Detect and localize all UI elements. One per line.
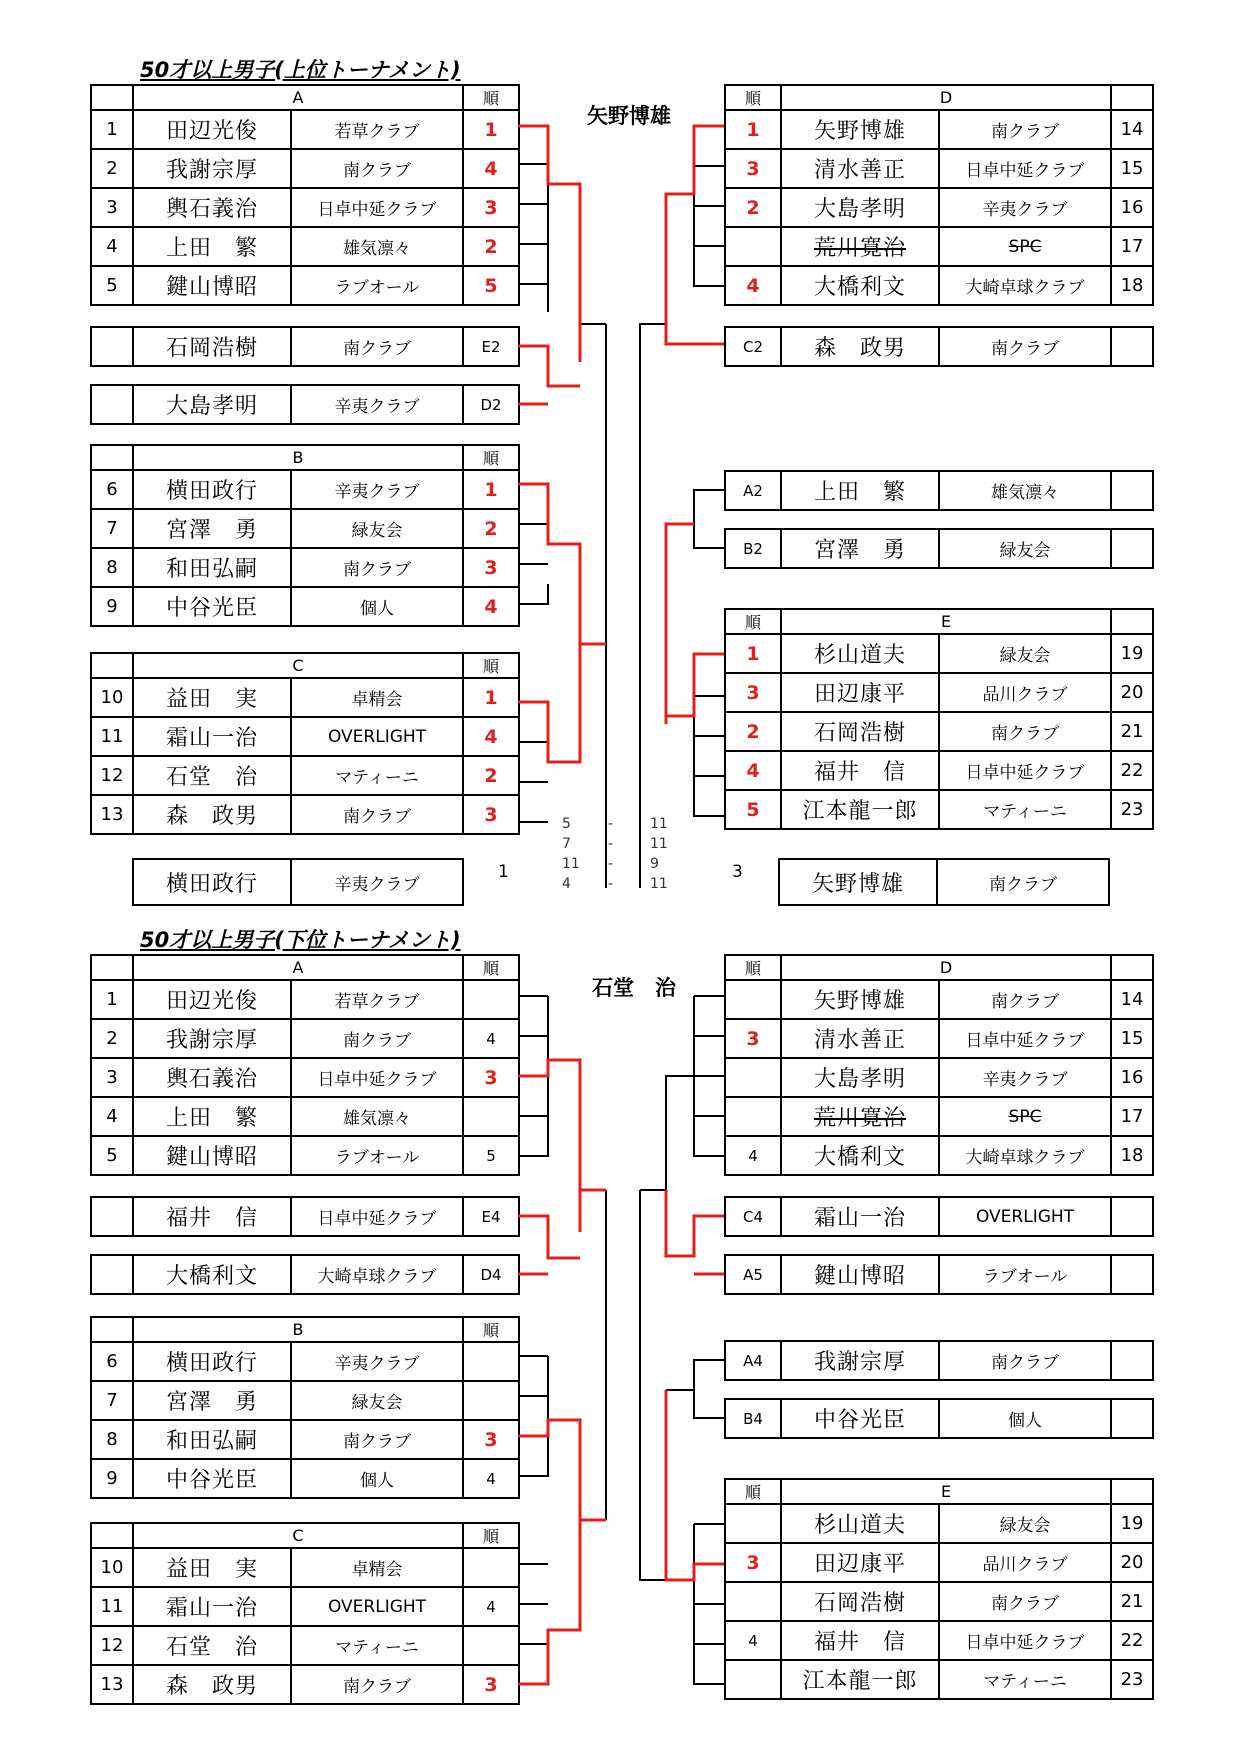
score-value: 11 <box>650 876 668 892</box>
club-name: OVERLIGHT <box>939 1197 1111 1236</box>
club-name: 南クラブ <box>291 1420 463 1459</box>
rank-value: 3 <box>463 1058 519 1097</box>
player-number: 7 <box>91 509 133 548</box>
player-number: 22 <box>1111 751 1153 790</box>
rank-value: 3 <box>463 795 519 834</box>
player-name: 大橋利文 <box>781 266 939 305</box>
player-number: 18 <box>1111 266 1153 305</box>
group-label: E <box>781 1479 1111 1504</box>
player-number: 13 <box>91 1665 133 1704</box>
player-number: 19 <box>1111 634 1153 673</box>
club-name: 辛夷クラブ <box>291 470 463 509</box>
group-label: A <box>133 85 463 110</box>
player-name: 益田 実 <box>133 1548 291 1587</box>
seed-label: C4 <box>725 1197 781 1236</box>
club-name: 日卓中延クラブ <box>291 188 463 227</box>
rank-value: 4 <box>725 1136 781 1175</box>
player-number: 5 <box>91 266 133 305</box>
rank-header: 順 <box>463 445 519 470</box>
player-name: 森 政男 <box>133 795 291 834</box>
player-name: 矢野博雄 <box>781 980 939 1019</box>
club-name: 雄気凛々 <box>291 1097 463 1136</box>
player-name: 荒川寛治 <box>781 227 939 266</box>
club-name: 品川クラブ <box>939 673 1111 712</box>
group-label: C <box>133 653 463 678</box>
club-name: 南クラブ <box>937 859 1109 905</box>
player-number: 3 <box>91 188 133 227</box>
player-name: 和田弘嗣 <box>133 1420 291 1459</box>
score-value: 5 <box>562 816 571 832</box>
rank-value: 4 <box>463 717 519 756</box>
player-name: 清水善正 <box>781 149 939 188</box>
club-name: 卓精会 <box>291 1548 463 1587</box>
player-number: 13 <box>91 795 133 834</box>
club-name: 南クラブ <box>939 712 1111 751</box>
player-name: 我謝宗厚 <box>781 1341 939 1380</box>
rank-value: 1 <box>725 634 781 673</box>
player-name: 矢野博雄 <box>781 110 939 149</box>
score-dash: - <box>608 876 614 892</box>
upper-champion: 矢野博雄 <box>587 104 671 128</box>
seed-label: C2 <box>725 327 781 366</box>
club-name: 雄気凛々 <box>291 227 463 266</box>
player-number: 2 <box>91 149 133 188</box>
player-name: 石堂 治 <box>133 756 291 795</box>
rank-value: 4 <box>463 1459 519 1498</box>
club-name: 辛夷クラブ <box>939 1058 1111 1097</box>
player-number: 2 <box>91 1019 133 1058</box>
club-name: マティーニ <box>291 756 463 795</box>
rank-value: 5 <box>463 1136 519 1175</box>
rank-value: 4 <box>463 1019 519 1058</box>
player-name: 石岡浩樹 <box>781 712 939 751</box>
player-name: 江本龍一郎 <box>781 790 939 829</box>
score-value: 11 <box>650 836 668 852</box>
player-name: 宮澤 勇 <box>133 1381 291 1420</box>
club-name: 南クラブ <box>939 327 1111 366</box>
club-name: 南クラブ <box>291 149 463 188</box>
club-name: 緑友会 <box>939 1504 1111 1543</box>
player-number: 22 <box>1111 1621 1153 1660</box>
club-name: SPC <box>939 227 1111 266</box>
club-name: 日卓中延クラブ <box>939 149 1111 188</box>
rank-value: 3 <box>463 548 519 587</box>
club-name: 日卓中延クラブ <box>939 1621 1111 1660</box>
club-name: ラブオール <box>291 266 463 305</box>
score-value: 11 <box>562 856 580 872</box>
player-name: 大橋利文 <box>781 1136 939 1175</box>
club-name: 個人 <box>291 1459 463 1498</box>
club-name: 緑友会 <box>291 1381 463 1420</box>
player-name: 輿石義治 <box>133 188 291 227</box>
club-name: 南クラブ <box>291 795 463 834</box>
rank-header: 順 <box>725 85 781 110</box>
player-name: 中谷光臣 <box>133 1459 291 1498</box>
club-name: 南クラブ <box>939 980 1111 1019</box>
player-name: 横田政行 <box>133 1342 291 1381</box>
player-name: 霜山一治 <box>133 1587 291 1626</box>
player-number: 14 <box>1111 110 1153 149</box>
club-name: 個人 <box>291 587 463 626</box>
score-dash: - <box>608 816 614 832</box>
player-name: 福井 信 <box>781 1621 939 1660</box>
player-name: 中谷光臣 <box>781 1399 939 1438</box>
club-name: OVERLIGHT <box>291 717 463 756</box>
player-name: 和田弘嗣 <box>133 548 291 587</box>
player-name: 鍵山博昭 <box>133 1136 291 1175</box>
player-name: 中谷光臣 <box>133 587 291 626</box>
rank-header: 順 <box>463 1317 519 1342</box>
club-name: 日卓中延クラブ <box>291 1197 463 1236</box>
lower-champion: 石堂 治 <box>592 976 676 1000</box>
player-name: 我謝宗厚 <box>133 1019 291 1058</box>
player-number: 15 <box>1111 149 1153 188</box>
player-name: 江本龍一郎 <box>781 1660 939 1699</box>
player-name: 杉山道夫 <box>781 634 939 673</box>
player-number: 4 <box>91 227 133 266</box>
seed-label: D2 <box>463 385 519 424</box>
rank-value: 1 <box>463 470 519 509</box>
club-name: 若草クラブ <box>291 980 463 1019</box>
player-name: 矢野博雄 <box>779 859 937 905</box>
club-name: 南クラブ <box>939 110 1111 149</box>
rank-value: 1 <box>463 678 519 717</box>
player-number: 10 <box>91 1548 133 1587</box>
player-number: 1 <box>91 110 133 149</box>
seed-label: B2 <box>725 529 781 568</box>
player-number: 14 <box>1111 980 1153 1019</box>
player-number: 21 <box>1111 1582 1153 1621</box>
rank-value: 1 <box>463 110 519 149</box>
score-value: 11 <box>650 816 668 832</box>
club-name: マティーニ <box>939 790 1111 829</box>
player-number: 10 <box>91 678 133 717</box>
player-number: 9 <box>91 1459 133 1498</box>
player-name: 田辺光俊 <box>133 980 291 1019</box>
rank-value: 3 <box>725 673 781 712</box>
club-name: マティーニ <box>291 1626 463 1665</box>
player-name: 福井 信 <box>781 751 939 790</box>
rank-value: 4 <box>725 266 781 305</box>
player-number: 17 <box>1111 227 1153 266</box>
player-name: 田辺康平 <box>781 673 939 712</box>
rank-value: 2 <box>463 227 519 266</box>
club-name: SPC <box>939 1097 1111 1136</box>
club-name: 緑友会 <box>939 634 1111 673</box>
player-number: 20 <box>1111 673 1153 712</box>
score-value: 7 <box>562 836 571 852</box>
club-name: 辛夷クラブ <box>291 859 463 905</box>
group-label: D <box>781 955 1111 980</box>
club-name: 大崎卓球クラブ <box>939 266 1111 305</box>
player-name: 上田 繁 <box>133 227 291 266</box>
seed-label: A4 <box>725 1341 781 1380</box>
club-name: 南クラブ <box>291 1665 463 1704</box>
player-number: 23 <box>1111 790 1153 829</box>
seed-label: E4 <box>463 1197 519 1236</box>
club-name: 大崎卓球クラブ <box>939 1136 1111 1175</box>
player-name: 横田政行 <box>133 859 291 905</box>
player-name: 石岡浩樹 <box>781 1582 939 1621</box>
player-name: 我謝宗厚 <box>133 149 291 188</box>
player-name: 上田 繁 <box>133 1097 291 1136</box>
score-dash: - <box>608 836 614 852</box>
player-name: 鍵山博昭 <box>133 266 291 305</box>
player-name: 大島孝明 <box>781 1058 939 1097</box>
rank-header: 順 <box>463 955 519 980</box>
player-name: 石岡浩樹 <box>133 327 291 366</box>
group-label: D <box>781 85 1111 110</box>
player-name: 横田政行 <box>133 470 291 509</box>
player-number: 17 <box>1111 1097 1153 1136</box>
rank-value: 5 <box>463 266 519 305</box>
player-number: 23 <box>1111 1660 1153 1699</box>
rank-header: 順 <box>463 85 519 110</box>
rank-header: 順 <box>725 609 781 634</box>
player-name: 荒川寛治 <box>781 1097 939 1136</box>
club-name: マティーニ <box>939 1660 1111 1699</box>
club-name: 雄気凛々 <box>939 471 1111 510</box>
group-label: B <box>133 445 463 470</box>
rank-value: 5 <box>725 790 781 829</box>
club-name: 辛夷クラブ <box>291 1342 463 1381</box>
club-name: 日卓中延クラブ <box>291 1058 463 1097</box>
rank-value: 2 <box>725 188 781 227</box>
group-label: E <box>781 609 1111 634</box>
player-name: 清水善正 <box>781 1019 939 1058</box>
score-dash: - <box>608 856 614 872</box>
seed-label: E2 <box>463 327 519 366</box>
player-number: 9 <box>91 587 133 626</box>
player-number: 18 <box>1111 1136 1153 1175</box>
rank-value: 3 <box>463 188 519 227</box>
rank-value: 4 <box>463 1587 519 1626</box>
final-right-place: 3 <box>732 862 743 882</box>
rank-header: 順 <box>463 653 519 678</box>
player-number: 19 <box>1111 1504 1153 1543</box>
player-name: 大島孝明 <box>133 385 291 424</box>
player-name: 森 政男 <box>133 1665 291 1704</box>
player-name: 石堂 治 <box>133 1626 291 1665</box>
player-name: 上田 繁 <box>781 471 939 510</box>
player-number: 5 <box>91 1136 133 1175</box>
player-name: 田辺光俊 <box>133 110 291 149</box>
group-label: B <box>133 1317 463 1342</box>
player-number: 21 <box>1111 712 1153 751</box>
player-name: 霜山一治 <box>133 717 291 756</box>
player-name: 輿石義治 <box>133 1058 291 1097</box>
club-name: OVERLIGHT <box>291 1587 463 1626</box>
club-name: 品川クラブ <box>939 1543 1111 1582</box>
rank-value: 3 <box>463 1665 519 1704</box>
rank-header: 順 <box>725 955 781 980</box>
player-number: 11 <box>91 717 133 756</box>
club-name: 若草クラブ <box>291 110 463 149</box>
club-name: ラブオール <box>291 1136 463 1175</box>
rank-value: 2 <box>463 509 519 548</box>
club-name: 卓精会 <box>291 678 463 717</box>
rank-value: 3 <box>725 149 781 188</box>
club-name: 南クラブ <box>291 327 463 366</box>
club-name: 南クラブ <box>291 548 463 587</box>
player-name: 大島孝明 <box>781 188 939 227</box>
player-name: 益田 実 <box>133 678 291 717</box>
rank-value: 4 <box>725 1621 781 1660</box>
rank-value: 3 <box>725 1019 781 1058</box>
seed-label: B4 <box>725 1399 781 1438</box>
player-number: 12 <box>91 756 133 795</box>
player-number: 8 <box>91 548 133 587</box>
player-name: 宮澤 勇 <box>781 529 939 568</box>
player-name: 鍵山博昭 <box>781 1255 939 1294</box>
player-number: 1 <box>91 980 133 1019</box>
player-number: 7 <box>91 1381 133 1420</box>
player-number: 8 <box>91 1420 133 1459</box>
club-name: 南クラブ <box>939 1582 1111 1621</box>
player-name: 宮澤 勇 <box>133 509 291 548</box>
club-name: 辛夷クラブ <box>291 385 463 424</box>
rank-value: 3 <box>725 1543 781 1582</box>
club-name: 大崎卓球クラブ <box>291 1255 463 1294</box>
player-name: 霜山一治 <box>781 1197 939 1236</box>
player-number: 3 <box>91 1058 133 1097</box>
club-name: 辛夷クラブ <box>939 188 1111 227</box>
club-name: 緑友会 <box>291 509 463 548</box>
rank-value: 3 <box>463 1420 519 1459</box>
rank-value: 2 <box>463 756 519 795</box>
player-name: 杉山道夫 <box>781 1504 939 1543</box>
rank-value: 2 <box>725 712 781 751</box>
score-value: 4 <box>562 876 571 892</box>
final-left-place: 1 <box>498 862 509 882</box>
rank-header: 順 <box>463 1523 519 1548</box>
upper-title: 50才以上男子(上位トーナメント) <box>140 58 461 82</box>
club-name: 南クラブ <box>939 1341 1111 1380</box>
rank-header: 順 <box>725 1479 781 1504</box>
player-number: 4 <box>91 1097 133 1136</box>
player-name: 田辺康平 <box>781 1543 939 1582</box>
rank-value: 4 <box>725 751 781 790</box>
player-number: 20 <box>1111 1543 1153 1582</box>
lower-title: 50才以上男子(下位トーナメント) <box>140 928 461 952</box>
club-name: 日卓中延クラブ <box>939 1019 1111 1058</box>
rank-value: 1 <box>725 110 781 149</box>
seed-label: A2 <box>725 471 781 510</box>
player-number: 16 <box>1111 188 1153 227</box>
seed-label: A5 <box>725 1255 781 1294</box>
club-name: ラブオール <box>939 1255 1111 1294</box>
player-number: 11 <box>91 1587 133 1626</box>
group-label: C <box>133 1523 463 1548</box>
group-label: A <box>133 955 463 980</box>
seed-label: D4 <box>463 1255 519 1294</box>
club-name: 個人 <box>939 1399 1111 1438</box>
player-name: 福井 信 <box>133 1197 291 1236</box>
player-number: 15 <box>1111 1019 1153 1058</box>
rank-value: 4 <box>463 587 519 626</box>
score-value: 9 <box>650 856 659 872</box>
player-number: 16 <box>1111 1058 1153 1097</box>
player-name: 大橋利文 <box>133 1255 291 1294</box>
club-name: 緑友会 <box>939 529 1111 568</box>
club-name: 日卓中延クラブ <box>939 751 1111 790</box>
player-number: 12 <box>91 1626 133 1665</box>
player-number: 6 <box>91 470 133 509</box>
club-name: 南クラブ <box>291 1019 463 1058</box>
player-name: 森 政男 <box>781 327 939 366</box>
rank-value: 4 <box>463 149 519 188</box>
player-number: 6 <box>91 1342 133 1381</box>
